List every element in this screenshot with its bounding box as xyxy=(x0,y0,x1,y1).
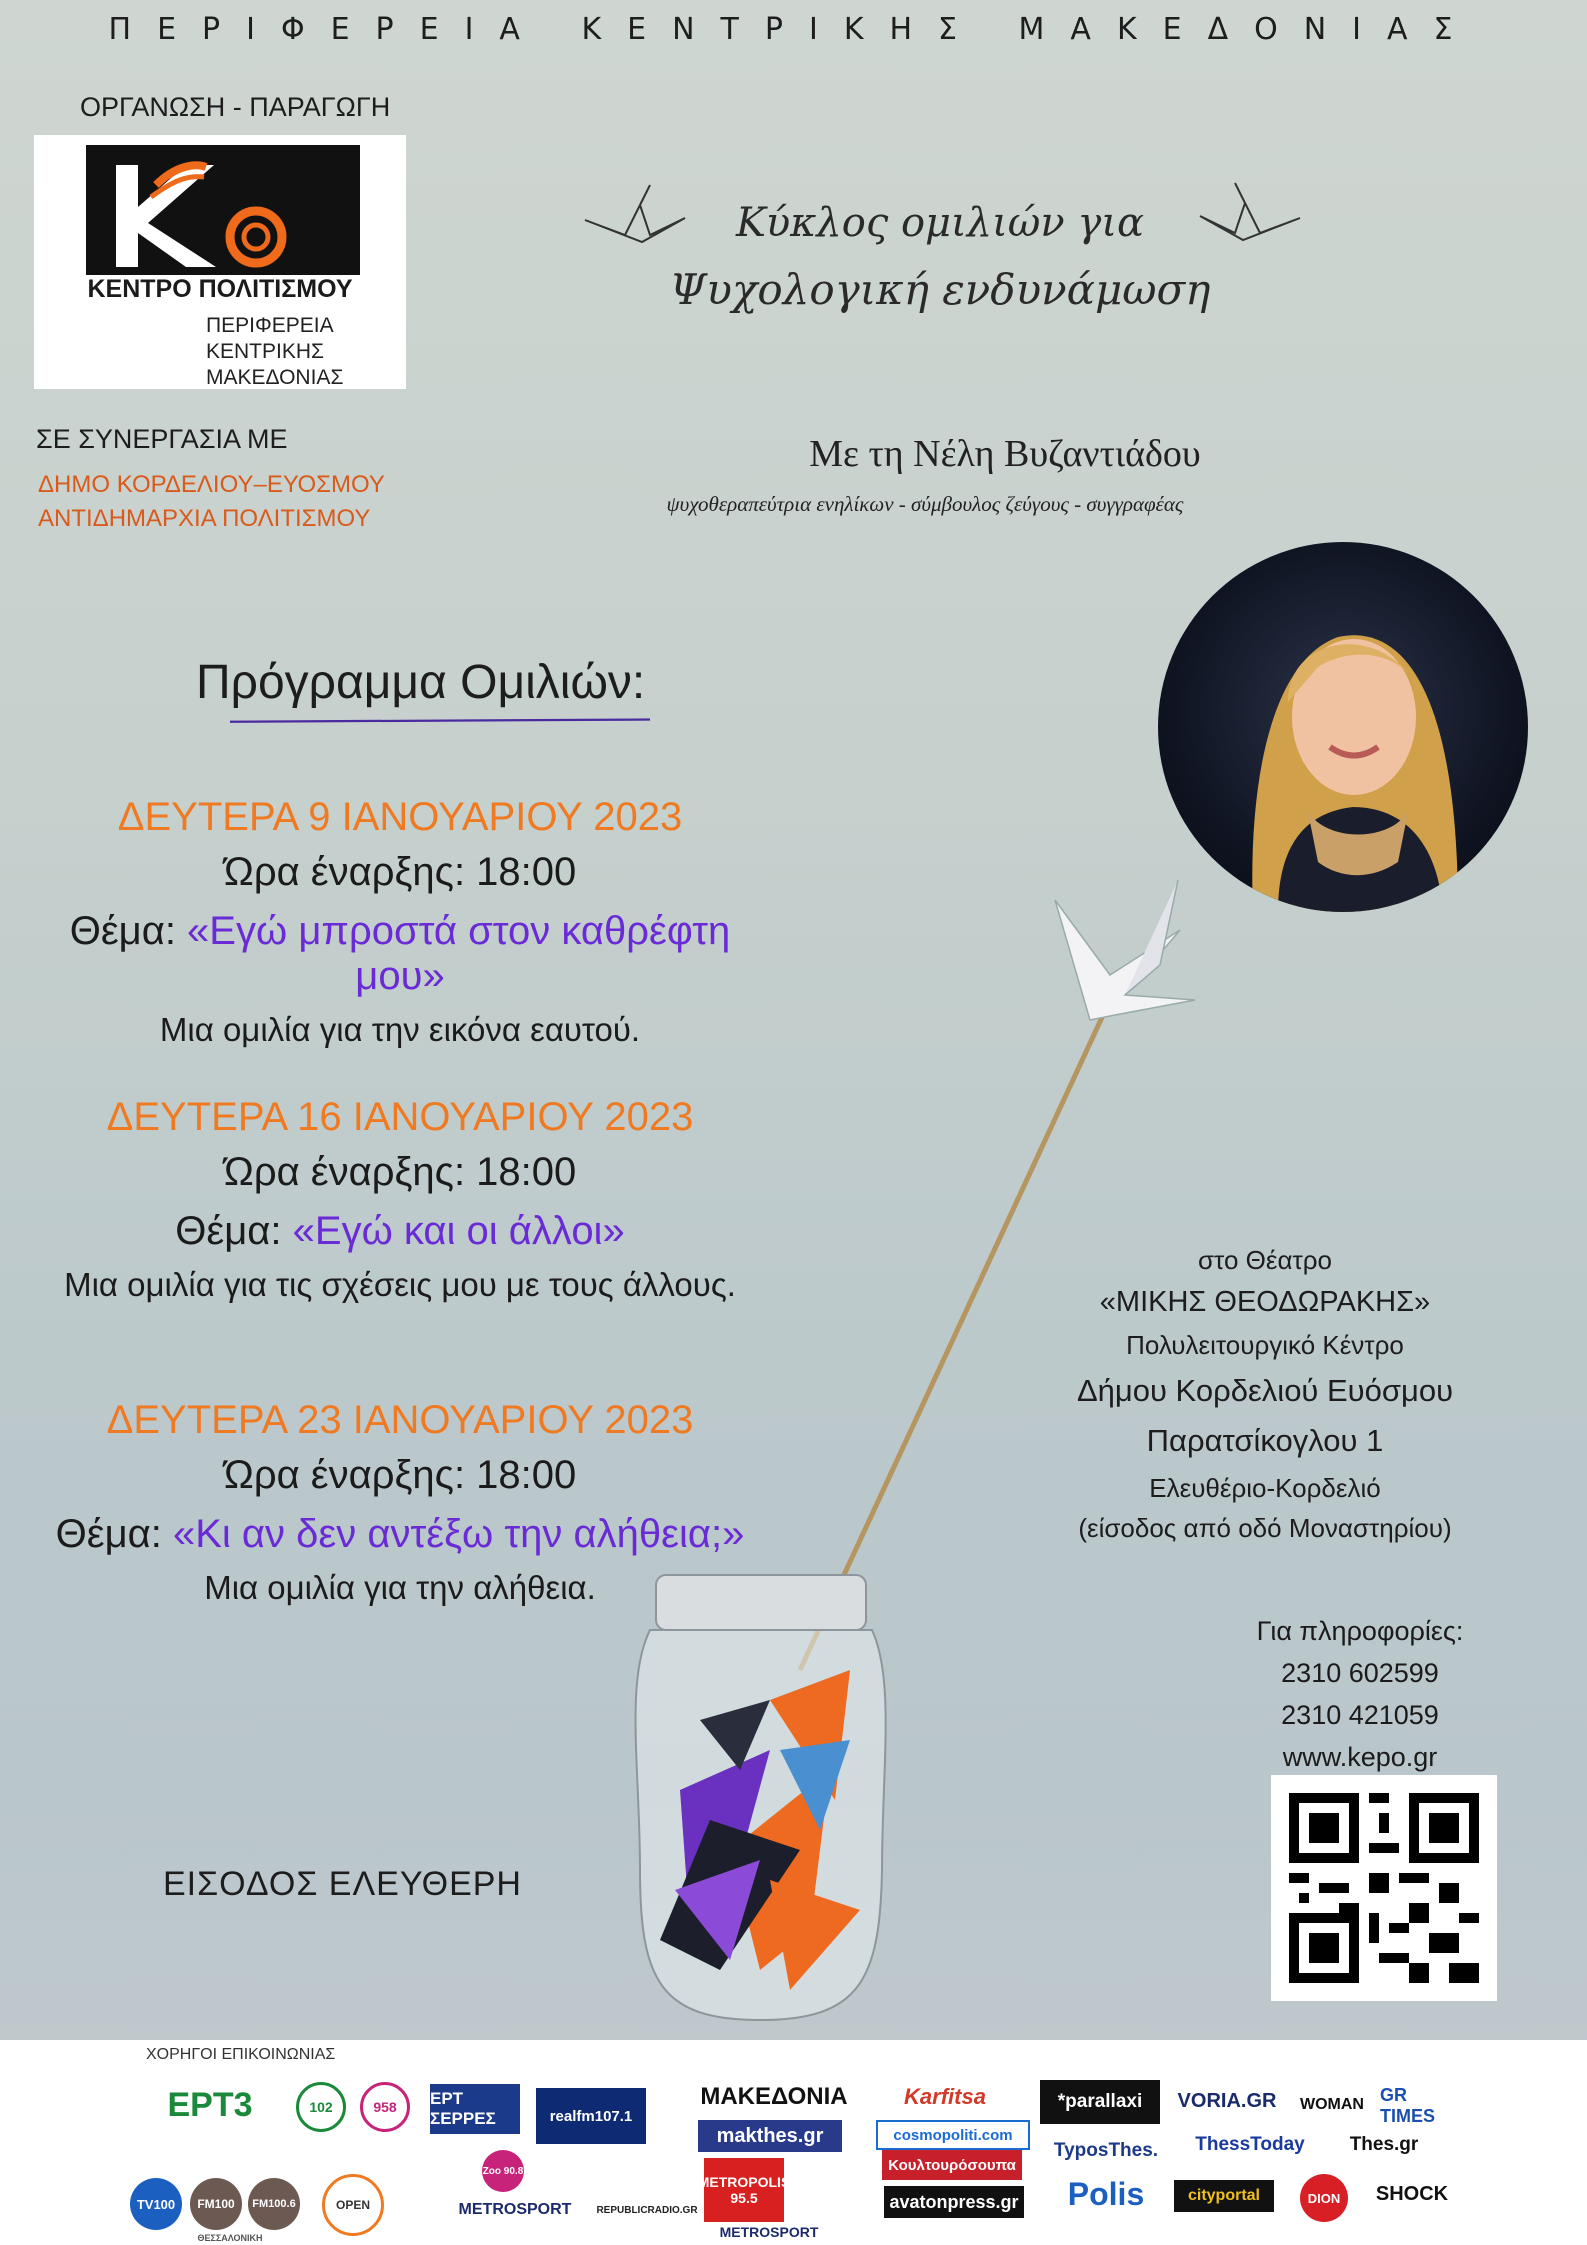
sponsor-logo: FM100.6 xyxy=(248,2178,300,2230)
website-link[interactable]: www.kepo.gr xyxy=(1282,1742,1438,1772)
session-description: Μια ομιλία για την εικόνα εαυτού. xyxy=(159,1011,641,1048)
program-title-underline xyxy=(160,718,720,724)
series-title-line2: Ψυχολογική ενδυνάμωση xyxy=(669,265,1211,314)
sponsor-logo: METROPOLIS 95.5 xyxy=(704,2158,784,2222)
organizer-label: ΟΡΓΑΝΩΣΗ - ΠΑΡΑΓΩΓΗ xyxy=(80,92,391,122)
session-date: ΔΕΥΤΕΡΑ 9 ΙΑΝΟΥΑΡΙΟΥ 2023 xyxy=(117,795,683,839)
session-description: Μια ομιλία για τις σχέσεις μου με τους άλλους. xyxy=(64,1266,736,1303)
sponsor-logo: ΘΕΣΣΑΛΟΝΙΚΗ xyxy=(197,2233,263,2243)
sponsor-logo: 102 xyxy=(296,2082,346,2132)
sponsor-logo: Karfitsa xyxy=(904,2084,986,2109)
qr-code[interactable] xyxy=(1271,1775,1497,2001)
phone-1: 2310 602599 xyxy=(1281,1658,1439,1688)
venue: στο Θέατρο «ΜΙΚΗΣ ΘΕΟΔΩΡΑΚΗΣ» Πολυλειτουργικό Κέντρο Δήμου Κορδελιού Ευόσμου Παρατσίκογλου 1 Ελευθέριο-Κορδελιό (είσοδος από οδό Μοναστηρίου) xyxy=(1076,1245,1454,1543)
contact-info xyxy=(1240,1610,1480,1778)
sponsor-logo: Zoo 90.8 xyxy=(482,2150,524,2192)
sponsor-logo: OPEN xyxy=(322,2174,384,2236)
sponsor-logo: METROSPORT xyxy=(719,2224,819,2240)
sponsor-logo: FM100 xyxy=(190,2178,242,2230)
sponsor-logo: DION xyxy=(1300,2174,1348,2222)
session-topic: Θέμα: «Εγώ μπροστά στον καθρέφτη μου» xyxy=(69,909,731,998)
sponsors-title: ΧΟΡΗΓΟΙ ΕΠΙΚΟΙΝΩΝΙΑΣ xyxy=(146,2046,336,2063)
sponsor-logo: GR TIMES xyxy=(1380,2085,1436,2126)
region-title: ΠΕΡΙΦΕΡΕΙΑ ΚΕΝΤΡΙΚΗΣ ΜΑΚΕΔΟΝΙΑΣ xyxy=(108,12,1479,47)
speaker-role: ψυχοθεραπεύτρια ενηλίκων - σύμβουλος ζεύγους - συγγραφέας xyxy=(666,492,1184,516)
speaker-photo xyxy=(1158,542,1528,912)
sponsor-logo: VORIA.GR xyxy=(1177,2089,1277,2112)
collaboration-partners: ΔΗΜΟ ΚΟΡΔΕΛΙΟΥ–ΕΥΟΣΜΟΥ ΑΝΤΙΔΗΜΑΡΧΙΑ ΠΟΛΙΤΙΣΜΟΥ xyxy=(38,471,385,532)
logo-subtitle: ΠΕΡΙΦΕΡΕΙΑ ΚΕΝΤΡΙΚΗΣ ΜΑΚΕΔΟΝΙΑΣ xyxy=(206,314,344,389)
speaker-name: Με τη Νέλη Βυζαντιάδου xyxy=(809,433,1201,475)
sponsor-logo: cosmopoliti.com xyxy=(876,2120,1030,2150)
sponsor-logo: ΕΡΤ3 xyxy=(167,2085,253,2124)
free-entry-notice: ΕΙΣΟΔΟΣ ΕΛΕΥΘΕΡΗ xyxy=(163,1865,522,1903)
session-time: Ώρα έναρξης: 18:00 xyxy=(223,1150,577,1194)
collaboration-label: ΣΕ ΣΥΝΕΡΓΑΣΙΑ ΜΕ xyxy=(36,424,288,454)
logo-name: ΚΕΝΤΡΟ ΠΟΛΙΤΙΣΜΟΥ xyxy=(87,275,353,303)
sponsor-logo: 958 xyxy=(360,2082,410,2132)
sponsor-logo: avatonpress.gr xyxy=(884,2186,1024,2218)
sponsor-logo: METROSPORT xyxy=(458,2201,572,2218)
sponsor-logo: REPUBLICRADIO.GR xyxy=(596,2204,698,2216)
sponsor-logo: SHOCK xyxy=(1375,2182,1449,2205)
session-time: Ώρα έναρξης: 18:00 xyxy=(223,850,577,894)
sponsor-logo: TV100 xyxy=(130,2178,182,2230)
kepo-logo xyxy=(34,135,406,389)
session-topic: Θέμα: «Εγώ και οι άλλοι» xyxy=(175,1209,625,1253)
program-title: Πρόγραμμα Ομιλιών: xyxy=(196,656,646,709)
series-title-line1: Κύκλος ομιλιών για xyxy=(735,200,1145,246)
sponsor-logo: WOMAN xyxy=(1300,2096,1364,2113)
sponsor-logo: Κουλτουρόσουπα xyxy=(882,2150,1022,2180)
sponsor-logo: TyposThes. xyxy=(1053,2140,1159,2161)
sponsor-logo: cityportal xyxy=(1174,2180,1274,2212)
sponsor-logo: Thes.gr xyxy=(1349,2134,1419,2155)
sponsor-logo: ThessToday xyxy=(1195,2134,1305,2155)
session-date: ΔΕΥΤΕΡΑ 16 ΙΑΝΟΥΑΡΙΟΥ 2023 xyxy=(106,1095,694,1139)
sponsor-logo: Polis xyxy=(1067,2175,1145,2212)
sponsors-bar xyxy=(0,2040,1587,2245)
sponsor-logo: ΜΑΚΕΔΟΝΙΑ xyxy=(700,2083,848,2110)
session-date: ΔΕΥΤΕΡΑ 23 ΙΑΝΟΥΑΡΙΟΥ 2023 xyxy=(106,1398,694,1442)
sponsor-logo: makthes.gr xyxy=(698,2120,842,2152)
sponsor-logo: realfm107.1 xyxy=(536,2088,646,2144)
sponsor-logo: *parallaxi xyxy=(1040,2080,1160,2124)
session-description: Μια ομιλία για την αλήθεια. xyxy=(204,1569,596,1606)
session-topic: Θέμα: «Κι αν δεν αντέξω την αλήθεια;» xyxy=(55,1512,745,1556)
kepo-logo-mark xyxy=(86,145,360,275)
phone-2: 2310 421059 xyxy=(1281,1700,1439,1730)
info-label: Για πληροφορίες: xyxy=(1256,1616,1464,1646)
session-time: Ώρα έναρξης: 18:00 xyxy=(223,1453,577,1497)
sponsor-logo: ΕΡΤ ΣΕΡΡΕΣ xyxy=(430,2084,520,2134)
